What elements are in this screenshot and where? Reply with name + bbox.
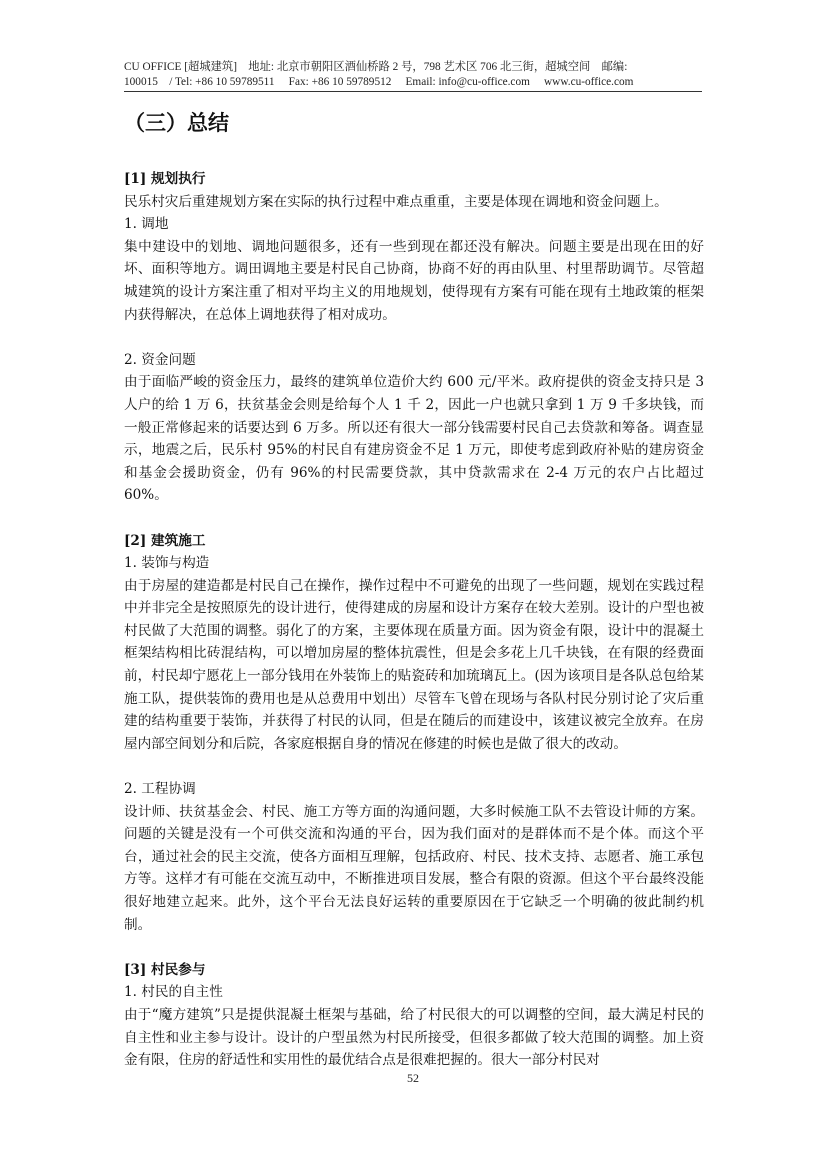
header-address-line: CU OFFICE [超城建筑] 地址: 北京市朝阳区酒仙桥路 2 号，798 艺术区 706 北三街，超城空间 邮编: xyxy=(124,61,628,73)
paragraph: 由于“魔方建筑”只是提供混凝土框架与基础，给了村民很大的可以调整的空间，最大满足村民的自主性和业主参与设计。设计的户型虽然为村民所接受，但很多都做了较大范围的调整。加上资金有限，住房的舒适性和实用性的最优结合点是很难把握的。很大一部分村民对 xyxy=(124,1006,704,1069)
paragraph: 集中建设中的划地、调地问题很多，还有一些到现在都还没有解决。问题主要是出现在田的好坏、面积等地方。调田调地主要是村民自己协商，协商不好的再由队里、村里帮助调节。尽管超城建筑的设计方案注重了相对平均主义的用地规划，使得现有方案有可能在现有土地政策的框架内获得解决，在总体上调地获得了相对成功。 xyxy=(124,238,704,323)
section-heading: [1] 规划执行 xyxy=(124,171,206,187)
header-contact-line: 100015 / Tel: +86 10 59789511 Fax: +86 10 59789512 Email: info@cu-office.com www.cu-office.com xyxy=(124,76,634,88)
header-divider xyxy=(124,91,702,92)
spacer xyxy=(124,507,704,530)
page-body xyxy=(124,104,704,1072)
spacer xyxy=(124,936,704,959)
page-number: 52 xyxy=(407,1071,419,1085)
paragraph: 设计师、扶贫基金会、村民、施工方等方面的沟通问题，大多时候施工队不去管设计师的方案。问题的关键是没有一个可供交流和沟通的平台，因为我们面对的是群体而不是个体。而这个平台，通过社会的民主交流，使各方面相互理解，包括政府、村民、技术支持、志愿者、施工承包方等。这样才有可能在交流互动中，不断推进项目发展，整合有限的资源。但这个平台最终没能很好地建立起来。此外，这个平台无法良好运转的重要原因在于它缺乏一个明确的彼此制约机制。 xyxy=(124,803,704,933)
subsection-title: 1. 村民的自主性 xyxy=(124,984,223,1001)
section-heading: [3] 村民参与 xyxy=(124,961,206,978)
section-construction xyxy=(124,530,704,937)
subsection-title: 1. 调地 xyxy=(124,216,169,233)
section-participation xyxy=(124,959,704,1072)
section-heading: [2] 建筑施工 xyxy=(124,532,206,549)
spacer xyxy=(124,326,704,349)
section-planning xyxy=(124,168,704,507)
spacer xyxy=(124,755,704,778)
paragraph: 由于房屋的建造都是村民自己在操作，操作过程中不可避免的出现了一些问题，规划在实践过程中并非完全是按照原先的设计进行，使得建成的房屋和设计方案存在较大差别。设计的户型也被村民做了大范围的调整。弱化了的方案，主要体现在质量方面。因为资金有限，设计中的混凝土框架结构相比砖混结构，可以增加房屋的整体抗震性，但是会多花上几千块钱，在有限的经费面前，村民却宁愿花上一部分钱用在外装饰上的贴瓷砖和加琉璃瓦上。(因为该项目是各队总包给某施工队，提供装饰的费用也是从总费用中划出）尽管车飞曾在现场与各队村民分别讨论了灾后重建的结构重要于装饰，并获得了村民的认同，但是在随后的而建设中，该建议被完全放弃。在房屋内部空间划分和后院，各家庭根据自身的情况在修建的时候也是做了很大的改动。 xyxy=(124,577,704,752)
page-header xyxy=(124,60,702,90)
subsection-title: 2. 资金问题 xyxy=(124,351,196,368)
subsection-title: 2. 工程协调 xyxy=(124,781,196,798)
page-title: （三）总结 xyxy=(124,110,229,135)
paragraph: 民乐村灾后重建规划方案在实际的执行过程中难点重重，主要是体现在调地和资金问题上。 xyxy=(124,193,668,210)
subsection-title: 1. 装饰与构造 xyxy=(124,555,210,572)
paragraph: 由于面临严峻的资金压力，最终的建筑单位造价大约 600 元/平米。政府提供的资金支持只是 3 人户的给 1 万 6，扶贫基金会则是给每个人 1 千 2，因此一户也就只拿到 1 万 9 千多块钱，而一般正常修起来的话要达到 6 万多。所以还有很大一部分钱需要村民自己去贷款和筹备。调查显示，地震之后，民乐村 95%的村民自有建房资金不足 1 万元，即使考虑到政府补贴的建房资金和基金会援助资金，仍有 96%的村民需要贷款，其中贷款需求在 2-4 万元的农户占比超过 60%。 xyxy=(124,374,704,504)
